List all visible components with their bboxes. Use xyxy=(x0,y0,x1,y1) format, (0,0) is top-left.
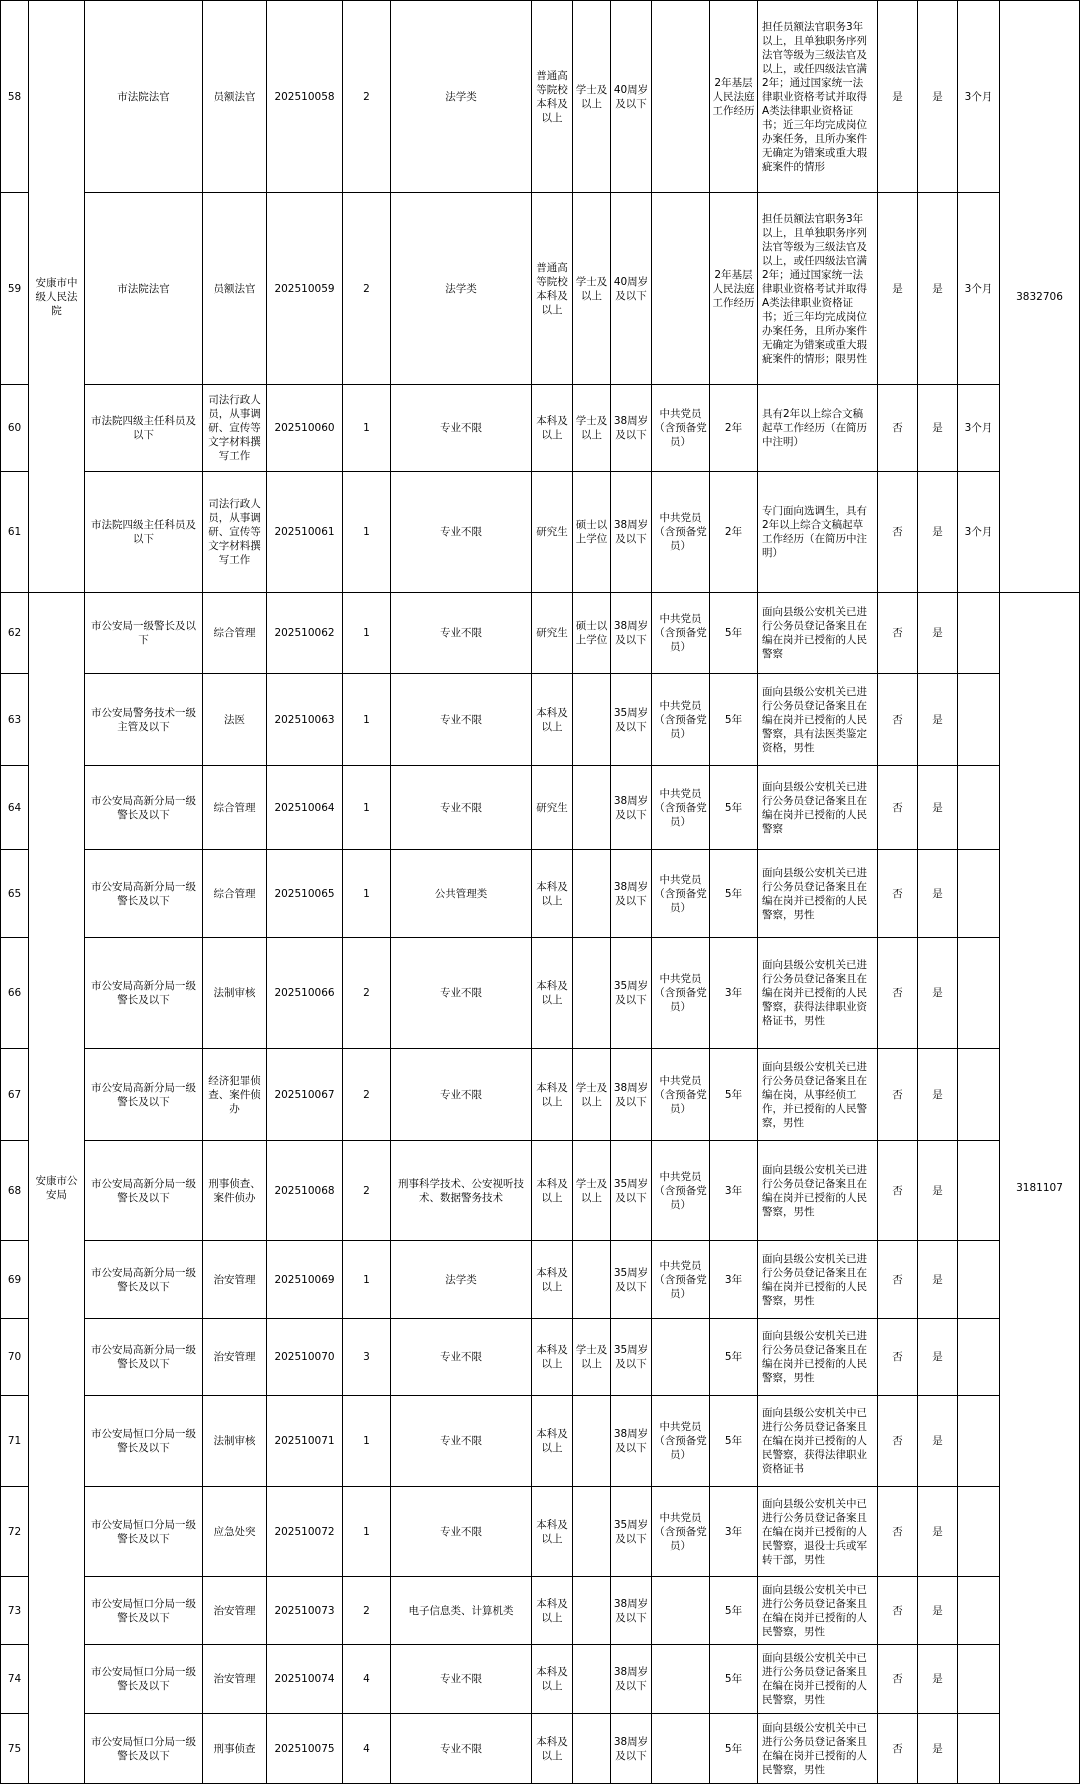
headcount-cell: 1 xyxy=(343,1396,391,1487)
row-number: 68 xyxy=(1,1141,29,1241)
department-cell: 市公安局高新分局一级警长及以下 xyxy=(85,938,203,1049)
position-cell: 治安管理 xyxy=(203,1319,267,1396)
political-status-cell: 中共党员（含预备党员） xyxy=(652,1049,710,1141)
major-cell: 专业不限 xyxy=(391,385,532,472)
major-cell: 专业不限 xyxy=(391,1049,532,1141)
department-cell: 市公安局高新分局一级警长及以下 xyxy=(85,850,203,938)
adjustable-cell: 是 xyxy=(918,938,958,1049)
work-experience-cell: 2年基层人民法庭工作经历 xyxy=(710,1,758,193)
headcount-cell: 2 xyxy=(343,1577,391,1645)
adjustable-cell: 是 xyxy=(918,472,958,593)
row-number: 61 xyxy=(1,472,29,593)
degree-cell xyxy=(573,1714,611,1784)
adjustable-cell: 是 xyxy=(918,1241,958,1319)
degree-cell xyxy=(573,850,611,938)
row-number: 67 xyxy=(1,1049,29,1141)
age-cell: 38周岁及以下 xyxy=(611,593,652,674)
work-experience-cell: 5年 xyxy=(710,1577,758,1645)
headcount-cell: 2 xyxy=(343,193,391,385)
probation-cell xyxy=(958,1319,1000,1396)
political-status-cell xyxy=(652,1319,710,1396)
work-experience-cell: 5年 xyxy=(710,850,758,938)
department-cell: 市公安局恒口分局一级警长及以下 xyxy=(85,1396,203,1487)
exam-required-cell: 是 xyxy=(878,193,918,385)
other-requirements-cell: 面向县级公安机关中已进行公务员登记备案且在编在岗并已授衔的人民警察，退役士兵或军转干部，男性 xyxy=(758,1487,878,1577)
exam-required-cell: 否 xyxy=(878,385,918,472)
other-requirements-cell: 面向县级公安机关已进行公务员登记备案且在编在岗并已授衔的人民警察，男性 xyxy=(758,1141,878,1241)
age-cell: 38周岁及以下 xyxy=(611,1577,652,1645)
position-cell: 综合管理 xyxy=(203,850,267,938)
education-cell: 普通高等院校本科及以上 xyxy=(532,1,573,193)
probation-cell xyxy=(958,850,1000,938)
degree-cell: 学士及以上 xyxy=(573,1049,611,1141)
age-cell: 35周岁及以下 xyxy=(611,674,652,766)
education-cell: 本科及以上 xyxy=(532,1645,573,1714)
exam-required-cell: 否 xyxy=(878,1487,918,1577)
row-number: 64 xyxy=(1,766,29,850)
major-cell: 专业不限 xyxy=(391,766,532,850)
department-cell: 市法院法官 xyxy=(85,1,203,193)
probation-cell xyxy=(958,766,1000,850)
table-row xyxy=(1,1645,1080,1714)
age-cell: 38周岁及以下 xyxy=(611,766,652,850)
position-code-cell: 202510059 xyxy=(267,193,343,385)
position-cell: 经济犯罪侦查、案件侦办 xyxy=(203,1049,267,1141)
other-requirements-cell: 面向县级公安机关已进行公务员登记备案且在编在岗并已授衔的人民警察，具有法医类鉴定资格，男性 xyxy=(758,674,878,766)
age-cell: 38周岁及以下 xyxy=(611,385,652,472)
other-requirements-cell: 面向县级公安机关已进行公务员登记备案且在编在岗并已授衔的人民警察，男性 xyxy=(758,1241,878,1319)
table-row xyxy=(1,938,1080,1049)
department-cell: 市法院法官 xyxy=(85,193,203,385)
position-cell: 法制审核 xyxy=(203,938,267,1049)
education-cell: 研究生 xyxy=(532,472,573,593)
position-code-cell: 202510068 xyxy=(267,1141,343,1241)
other-requirements-cell: 专门面向选调生，具有2年以上综合文稿起草工作经历（在简历中注明） xyxy=(758,472,878,593)
adjustable-cell: 是 xyxy=(918,1319,958,1396)
headcount-cell: 4 xyxy=(343,1645,391,1714)
headcount-cell: 1 xyxy=(343,1241,391,1319)
exam-required-cell: 否 xyxy=(878,1645,918,1714)
row-number: 66 xyxy=(1,938,29,1049)
age-cell: 38周岁及以下 xyxy=(611,1049,652,1141)
contact-phone-cell: 3181107 xyxy=(1000,593,1080,1784)
education-cell: 研究生 xyxy=(532,593,573,674)
adjustable-cell: 是 xyxy=(918,1,958,193)
degree-cell: 硕士以上学位 xyxy=(573,472,611,593)
degree-cell: 学士及以上 xyxy=(573,193,611,385)
table-row xyxy=(1,850,1080,938)
position-code-cell: 202510062 xyxy=(267,593,343,674)
headcount-cell: 1 xyxy=(343,766,391,850)
position-code-cell: 202510064 xyxy=(267,766,343,850)
political-status-cell xyxy=(652,1577,710,1645)
major-cell: 专业不限 xyxy=(391,1714,532,1784)
political-status-cell: 中共党员（含预备党员） xyxy=(652,1487,710,1577)
exam-required-cell: 否 xyxy=(878,766,918,850)
political-status-cell: 中共党员（含预备党员） xyxy=(652,1141,710,1241)
probation-cell xyxy=(958,1049,1000,1141)
political-status-cell: 中共党员（含预备党员） xyxy=(652,766,710,850)
political-status-cell: 中共党员（含预备党员） xyxy=(652,850,710,938)
work-experience-cell: 5年 xyxy=(710,766,758,850)
major-cell: 专业不限 xyxy=(391,1396,532,1487)
other-requirements-cell: 面向县级公安机关中已进行公务员登记备案且在编在岗并已授衔的人民警察，男性 xyxy=(758,1645,878,1714)
probation-cell xyxy=(958,1396,1000,1487)
position-cell: 综合管理 xyxy=(203,593,267,674)
probation-cell xyxy=(958,1241,1000,1319)
row-number: 75 xyxy=(1,1714,29,1784)
adjustable-cell: 是 xyxy=(918,593,958,674)
age-cell: 35周岁及以下 xyxy=(611,1487,652,1577)
table-row xyxy=(1,674,1080,766)
probation-cell: 3个月 xyxy=(958,472,1000,593)
adjustable-cell: 是 xyxy=(918,766,958,850)
position-cell: 法制审核 xyxy=(203,1396,267,1487)
education-cell: 本科及以上 xyxy=(532,1141,573,1241)
adjustable-cell: 是 xyxy=(918,1049,958,1141)
adjustable-cell: 是 xyxy=(918,1487,958,1577)
education-cell: 本科及以上 xyxy=(532,1487,573,1577)
headcount-cell: 1 xyxy=(343,593,391,674)
headcount-cell: 2 xyxy=(343,1141,391,1241)
exam-required-cell: 否 xyxy=(878,1049,918,1141)
department-cell: 市公安局一级警长及以下 xyxy=(85,593,203,674)
position-cell: 员额法官 xyxy=(203,193,267,385)
exam-required-cell: 是 xyxy=(878,1,918,193)
probation-cell xyxy=(958,593,1000,674)
other-requirements-cell: 面向县级公安机关已进行公务员登记备案且在编在岗，从事经侦工作，并已授衔的人民警察，男性 xyxy=(758,1049,878,1141)
age-cell: 38周岁及以下 xyxy=(611,1714,652,1784)
position-code-cell: 202510067 xyxy=(267,1049,343,1141)
probation-cell xyxy=(958,1487,1000,1577)
political-status-cell: 中共党员（含预备党员） xyxy=(652,674,710,766)
work-experience-cell: 5年 xyxy=(710,1319,758,1396)
headcount-cell: 1 xyxy=(343,472,391,593)
other-requirements-cell: 担任员额法官职务3年以上，且单独职务序列法官等级为三级法官及以上，或任四级法官满2年；通过国家统一法律职业资格考试并取得A类法律职业资格证书；近三年均完成岗位办案任务，且所办案件无确定为错案或重大瑕疵案件的情形；限男性 xyxy=(758,193,878,385)
exam-required-cell: 否 xyxy=(878,850,918,938)
position-cell: 应急处突 xyxy=(203,1487,267,1577)
position-code-cell: 202510071 xyxy=(267,1396,343,1487)
adjustable-cell: 是 xyxy=(918,1141,958,1241)
degree-cell xyxy=(573,1577,611,1645)
major-cell: 刑事科学技术、公安视听技术、数据警务技术 xyxy=(391,1141,532,1241)
education-cell: 本科及以上 xyxy=(532,1319,573,1396)
degree-cell xyxy=(573,1241,611,1319)
education-cell: 本科及以上 xyxy=(532,1241,573,1319)
probation-cell: 3个月 xyxy=(958,385,1000,472)
position-cell: 员额法官 xyxy=(203,1,267,193)
table-body xyxy=(1,1,1080,1784)
work-experience-cell: 5年 xyxy=(710,1714,758,1784)
position-code-cell: 202510070 xyxy=(267,1319,343,1396)
major-cell: 电子信息类、计算机类 xyxy=(391,1577,532,1645)
adjustable-cell: 是 xyxy=(918,1645,958,1714)
degree-cell xyxy=(573,1396,611,1487)
department-cell: 市法院四级主任科员及以下 xyxy=(85,472,203,593)
political-status-cell: 中共党员（含预备党员） xyxy=(652,593,710,674)
exam-required-cell: 否 xyxy=(878,938,918,1049)
major-cell: 专业不限 xyxy=(391,938,532,1049)
row-number: 69 xyxy=(1,1241,29,1319)
degree-cell: 学士及以上 xyxy=(573,385,611,472)
major-cell: 法学类 xyxy=(391,1,532,193)
major-cell: 法学类 xyxy=(391,1241,532,1319)
major-cell: 专业不限 xyxy=(391,1319,532,1396)
other-requirements-cell: 具有2年以上综合文稿起草工作经历（在简历中注明） xyxy=(758,385,878,472)
position-code-cell: 202510069 xyxy=(267,1241,343,1319)
organization-cell: 安康市中级人民法院 xyxy=(29,1,85,593)
row-number: 70 xyxy=(1,1319,29,1396)
other-requirements-cell: 面向县级公安机关已进行公务员登记备案且在编在岗并已授衔的人民警察 xyxy=(758,766,878,850)
department-cell: 市公安局高新分局一级警长及以下 xyxy=(85,1241,203,1319)
work-experience-cell: 2年 xyxy=(710,385,758,472)
political-status-cell: 中共党员（含预备党员） xyxy=(652,938,710,1049)
row-number: 71 xyxy=(1,1396,29,1487)
row-number: 60 xyxy=(1,385,29,472)
department-cell: 市公安局恒口分局一级警长及以下 xyxy=(85,1645,203,1714)
table-row xyxy=(1,1396,1080,1487)
age-cell: 38周岁及以下 xyxy=(611,472,652,593)
exam-required-cell: 否 xyxy=(878,1577,918,1645)
organization-cell: 安康市公安局 xyxy=(29,593,85,1784)
education-cell: 本科及以上 xyxy=(532,385,573,472)
headcount-cell: 1 xyxy=(343,1487,391,1577)
education-cell: 普通高等院校本科及以上 xyxy=(532,193,573,385)
other-requirements-cell: 面向县级公安机关中已进行公务员登记备案且在编在岗并已授衔的人民警察，男性 xyxy=(758,1577,878,1645)
other-requirements-cell: 担任员额法官职务3年以上，且单独职务序列法官等级为三级法官及以上，或任四级法官满2年；通过国家统一法律职业资格考试并取得A类法律职业资格证书；近三年均完成岗位办案任务，且所办案件无确定为错案或重大瑕疵案件的情形 xyxy=(758,1,878,193)
age-cell: 38周岁及以下 xyxy=(611,850,652,938)
age-cell: 35周岁及以下 xyxy=(611,938,652,1049)
position-cell: 司法行政人员，从事调研、宣传等文字材料撰写工作 xyxy=(203,385,267,472)
table-row xyxy=(1,1577,1080,1645)
headcount-cell: 3 xyxy=(343,1319,391,1396)
table-row xyxy=(1,1487,1080,1577)
work-experience-cell: 5年 xyxy=(710,1049,758,1141)
work-experience-cell: 5年 xyxy=(710,593,758,674)
adjustable-cell: 是 xyxy=(918,850,958,938)
political-status-cell: 中共党员（含预备党员） xyxy=(652,1241,710,1319)
position-code-cell: 202510066 xyxy=(267,938,343,1049)
age-cell: 40周岁及以下 xyxy=(611,193,652,385)
exam-required-cell: 否 xyxy=(878,472,918,593)
major-cell: 专业不限 xyxy=(391,593,532,674)
position-cell: 刑事侦查 xyxy=(203,1714,267,1784)
degree-cell: 学士及以上 xyxy=(573,1141,611,1241)
department-cell: 市公安局恒口分局一级警长及以下 xyxy=(85,1577,203,1645)
work-experience-cell: 2年基层人民法庭工作经历 xyxy=(710,193,758,385)
table-row xyxy=(1,1049,1080,1141)
table-row xyxy=(1,1241,1080,1319)
work-experience-cell: 5年 xyxy=(710,1396,758,1487)
position-cell: 法医 xyxy=(203,674,267,766)
department-cell: 市法院四级主任科员及以下 xyxy=(85,385,203,472)
degree-cell xyxy=(573,938,611,1049)
probation-cell: 3个月 xyxy=(958,193,1000,385)
degree-cell xyxy=(573,766,611,850)
political-status-cell: 中共党员（含预备党员） xyxy=(652,472,710,593)
exam-required-cell: 否 xyxy=(878,1141,918,1241)
degree-cell xyxy=(573,674,611,766)
other-requirements-cell: 面向县级公安机关中已进行公务员登记备案且在编在岗并已授衔的人民警察，男性 xyxy=(758,1714,878,1784)
degree-cell xyxy=(573,1487,611,1577)
political-status-cell xyxy=(652,1645,710,1714)
age-cell: 35周岁及以下 xyxy=(611,1319,652,1396)
probation-cell xyxy=(958,938,1000,1049)
headcount-cell: 1 xyxy=(343,850,391,938)
row-number: 65 xyxy=(1,850,29,938)
position-cell: 综合管理 xyxy=(203,766,267,850)
degree-cell xyxy=(573,1645,611,1714)
position-cell: 治安管理 xyxy=(203,1645,267,1714)
department-cell: 市公安局高新分局一级警长及以下 xyxy=(85,1049,203,1141)
position-cell: 司法行政人员，从事调研、宣传等文字材料撰写工作 xyxy=(203,472,267,593)
row-number: 58 xyxy=(1,1,29,193)
probation-cell xyxy=(958,1714,1000,1784)
education-cell: 本科及以上 xyxy=(532,938,573,1049)
headcount-cell: 4 xyxy=(343,1714,391,1784)
adjustable-cell: 是 xyxy=(918,1577,958,1645)
position-code-cell: 202510074 xyxy=(267,1645,343,1714)
other-requirements-cell: 面向县级公安机关已进行公务员登记备案且在编在岗并已授衔的人民警察，男性 xyxy=(758,850,878,938)
row-number: 63 xyxy=(1,674,29,766)
row-number: 73 xyxy=(1,1577,29,1645)
major-cell: 专业不限 xyxy=(391,472,532,593)
table-row xyxy=(1,1319,1080,1396)
education-cell: 本科及以上 xyxy=(532,674,573,766)
position-code-cell: 202510075 xyxy=(267,1714,343,1784)
row-number: 72 xyxy=(1,1487,29,1577)
exam-required-cell: 否 xyxy=(878,1396,918,1487)
other-requirements-cell: 面向县级公安机关已进行公务员登记备案且在编在岗并已授衔的人民警察，男性 xyxy=(758,1319,878,1396)
headcount-cell: 2 xyxy=(343,1049,391,1141)
education-cell: 本科及以上 xyxy=(532,1577,573,1645)
age-cell: 38周岁及以下 xyxy=(611,1645,652,1714)
position-code-cell: 202510073 xyxy=(267,1577,343,1645)
other-requirements-cell: 面向县级公安机关已进行公务员登记备案且在编在岗并已授衔的人民警察，获得法律职业资格证书，男性 xyxy=(758,938,878,1049)
department-cell: 市公安局恒口分局一级警长及以下 xyxy=(85,1487,203,1577)
position-code-cell: 202510060 xyxy=(267,385,343,472)
political-status-cell xyxy=(652,1714,710,1784)
exam-required-cell: 否 xyxy=(878,674,918,766)
table-row xyxy=(1,1141,1080,1241)
exam-required-cell: 否 xyxy=(878,1241,918,1319)
department-cell: 市公安局恒口分局一级警长及以下 xyxy=(85,1714,203,1784)
age-cell: 40周岁及以下 xyxy=(611,1,652,193)
education-cell: 本科及以上 xyxy=(532,850,573,938)
degree-cell: 学士及以上 xyxy=(573,1319,611,1396)
table-row xyxy=(1,385,1080,472)
adjustable-cell: 是 xyxy=(918,193,958,385)
adjustable-cell: 是 xyxy=(918,674,958,766)
exam-required-cell: 否 xyxy=(878,1714,918,1784)
position-code-cell: 202510063 xyxy=(267,674,343,766)
education-cell: 研究生 xyxy=(532,766,573,850)
major-cell: 专业不限 xyxy=(391,674,532,766)
age-cell: 35周岁及以下 xyxy=(611,1241,652,1319)
adjustable-cell: 是 xyxy=(918,385,958,472)
department-cell: 市公安局警务技术一级主管及以下 xyxy=(85,674,203,766)
work-experience-cell: 3年 xyxy=(710,1487,758,1577)
probation-cell xyxy=(958,674,1000,766)
work-experience-cell: 5年 xyxy=(710,674,758,766)
adjustable-cell: 是 xyxy=(918,1396,958,1487)
degree-cell: 硕士以上学位 xyxy=(573,593,611,674)
position-cell: 刑事侦查、案件侦办 xyxy=(203,1141,267,1241)
political-status-cell: 中共党员（含预备党员） xyxy=(652,1396,710,1487)
work-experience-cell: 3年 xyxy=(710,1241,758,1319)
row-number: 74 xyxy=(1,1645,29,1714)
table-row xyxy=(1,593,1080,674)
row-number: 62 xyxy=(1,593,29,674)
other-requirements-cell: 面向县级公安机关中已进行公务员登记备案且在编在岗并已授衔的人民警察，获得法律职业资格证书 xyxy=(758,1396,878,1487)
probation-cell xyxy=(958,1645,1000,1714)
exam-required-cell: 否 xyxy=(878,1319,918,1396)
table-row xyxy=(1,1,1080,193)
political-status-cell: 中共党员（含预备党员） xyxy=(652,385,710,472)
major-cell: 专业不限 xyxy=(391,1487,532,1577)
headcount-cell: 2 xyxy=(343,1,391,193)
position-cell: 治安管理 xyxy=(203,1577,267,1645)
work-experience-cell: 2年 xyxy=(710,472,758,593)
contact-phone-cell: 3832706 xyxy=(1000,1,1080,593)
position-code-cell: 202510061 xyxy=(267,472,343,593)
department-cell: 市公安局高新分局一级警长及以下 xyxy=(85,1141,203,1241)
position-cell: 治安管理 xyxy=(203,1241,267,1319)
department-cell: 市公安局高新分局一级警长及以下 xyxy=(85,1319,203,1396)
probation-cell: 3个月 xyxy=(958,1,1000,193)
probation-cell xyxy=(958,1141,1000,1241)
education-cell: 本科及以上 xyxy=(532,1049,573,1141)
other-requirements-cell: 面向县级公安机关已进行公务员登记备案且在编在岗并已授衔的人民警察 xyxy=(758,593,878,674)
position-code-cell: 202510072 xyxy=(267,1487,343,1577)
department-cell: 市公安局高新分局一级警长及以下 xyxy=(85,766,203,850)
political-status-cell xyxy=(652,1,710,193)
work-experience-cell: 3年 xyxy=(710,938,758,1049)
major-cell: 公共管理类 xyxy=(391,850,532,938)
education-cell: 本科及以上 xyxy=(532,1714,573,1784)
position-code-cell: 202510065 xyxy=(267,850,343,938)
table-row xyxy=(1,472,1080,593)
political-status-cell xyxy=(652,193,710,385)
age-cell: 38周岁及以下 xyxy=(611,1396,652,1487)
table-row xyxy=(1,1714,1080,1784)
table-row xyxy=(1,193,1080,385)
degree-cell: 学士及以上 xyxy=(573,1,611,193)
headcount-cell: 2 xyxy=(343,938,391,1049)
age-cell: 35周岁及以下 xyxy=(611,1141,652,1241)
education-cell: 本科及以上 xyxy=(532,1396,573,1487)
major-cell: 法学类 xyxy=(391,193,532,385)
headcount-cell: 1 xyxy=(343,385,391,472)
exam-required-cell: 否 xyxy=(878,593,918,674)
adjustable-cell: 是 xyxy=(918,1714,958,1784)
row-number: 59 xyxy=(1,193,29,385)
probation-cell xyxy=(958,1577,1000,1645)
headcount-cell: 1 xyxy=(343,674,391,766)
major-cell: 专业不限 xyxy=(391,1645,532,1714)
work-experience-cell: 3年 xyxy=(710,1141,758,1241)
table-row xyxy=(1,766,1080,850)
work-experience-cell: 5年 xyxy=(710,1645,758,1714)
position-code-cell: 202510058 xyxy=(267,1,343,193)
